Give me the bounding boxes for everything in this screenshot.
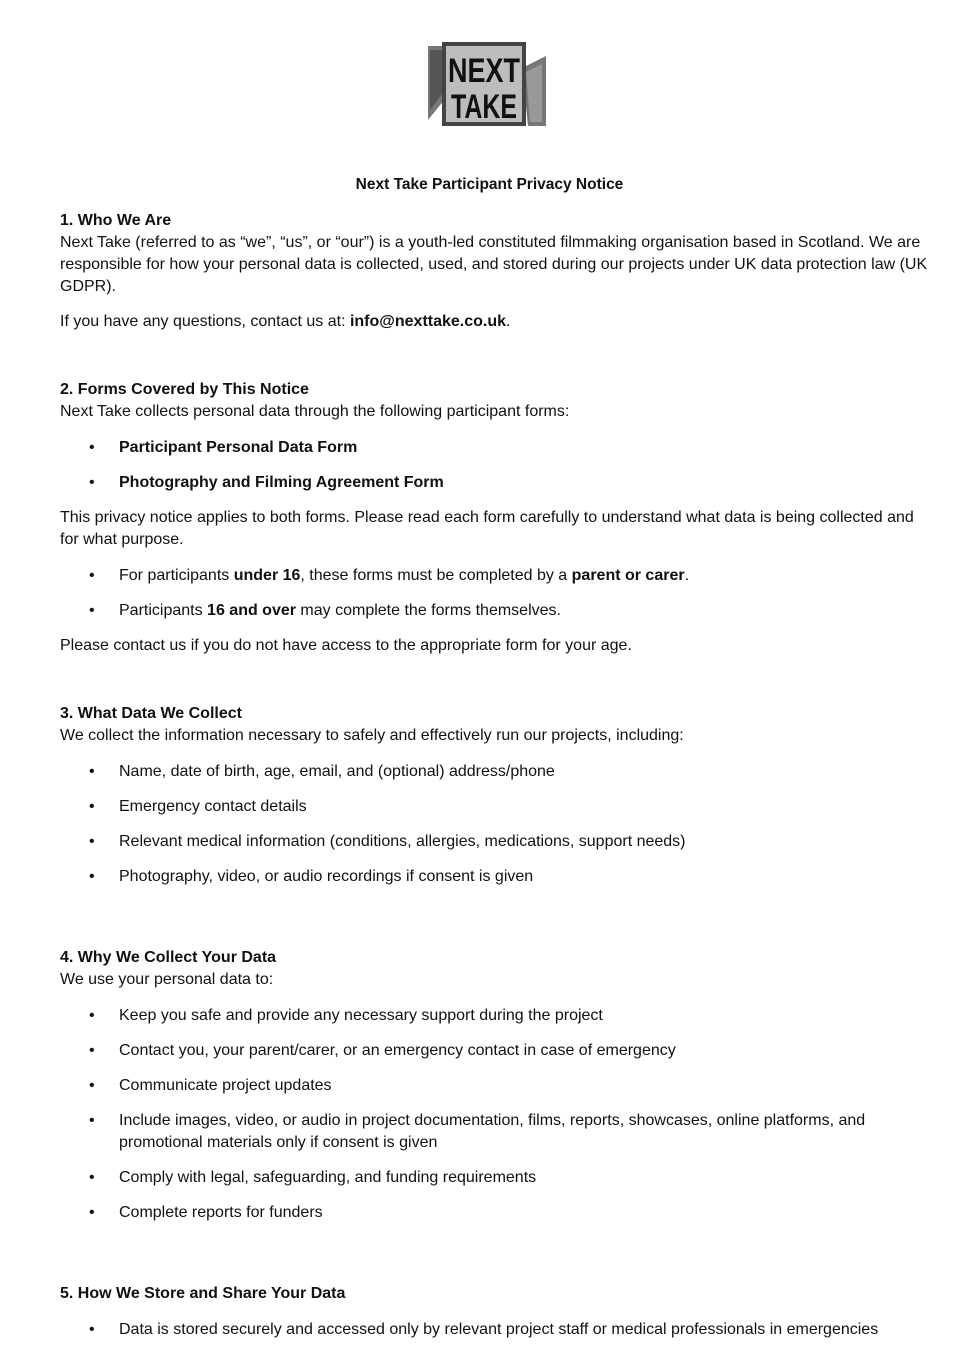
list-item: • Include images, video, or audio in project documentation, films, reports, showcases, online platforms, and promotional materials only if consent is given	[60, 1110, 930, 1154]
section-heading: 2. Forms Covered by This Notice	[60, 381, 309, 398]
text: Participants	[119, 602, 208, 619]
list-item: • Keep you safe and provide any necessary support during the project	[60, 1005, 930, 1027]
list-item	[60, 600, 930, 622]
list-item: • Contact you, your parent/carer, or an emergency contact in case of emergency	[60, 1040, 930, 1062]
section-store-share	[60, 1283, 930, 1341]
forms-list	[60, 437, 930, 494]
list-item: • Photography, video, or audio recordings if consent is given	[60, 866, 930, 888]
data-list	[60, 761, 930, 888]
paragraph: Next Take (referred to as “we”, “us”, or “our”) is a youth-led constituted filmmaking organisation based in Scotland. We are responsible for how your personal data is collected, used, and stored during our projects under UK data protection law (UK GDPR).	[60, 234, 928, 295]
logo-text-line2: TAKE	[451, 88, 517, 126]
paragraph: We collect the information necessary to safely and effectively run our projects, including:	[60, 727, 684, 744]
emphasis: 16 and over	[207, 602, 296, 619]
logo-graphic	[428, 38, 548, 128]
paragraph: This privacy notice applies to both forms. Please read each form carefully to understand what data is being collected and for what purpose.	[60, 509, 914, 548]
section-heading: 5. How We Store and Share Your Data	[60, 1285, 346, 1302]
text: , these forms must be completed by a	[300, 567, 572, 584]
purpose-list	[60, 1005, 930, 1224]
text: may complete the forms themselves.	[295, 602, 561, 619]
section-heading: 1. Who We Are	[60, 212, 172, 229]
emphasis: under 16	[233, 567, 301, 584]
logo-text-line1: NEXT	[448, 52, 521, 90]
section-forms-covered	[60, 379, 930, 657]
contact-punct: .	[506, 313, 511, 330]
list-item: • Relevant medical information (conditions, allergies, medications, support needs)	[60, 831, 930, 853]
paragraph: Please contact us if you do not have access to the appropriate form for your age.	[60, 637, 632, 654]
document-body	[60, 210, 930, 1354]
list-item: • Name, date of birth, age, email, and (optional) address/phone	[60, 761, 930, 783]
next-take-logo	[428, 38, 548, 128]
section-heading: 4. Why We Collect Your Data	[60, 949, 277, 966]
contact-paragraph	[60, 311, 930, 333]
list-item: • Communicate project updates	[60, 1075, 930, 1097]
section-heading: 3. What Data We Collect	[60, 705, 242, 722]
list-item	[60, 565, 930, 587]
emphasis: parent or carer	[571, 567, 685, 584]
contact-email-link[interactable]: info@nexttake.co.uk	[349, 313, 507, 330]
paragraph: We use your personal data to:	[60, 971, 274, 988]
list-item	[60, 472, 930, 494]
text: .	[684, 567, 690, 584]
list-item: • Data is stored securely and accessed only by relevant project staff or medical professionals in emergencies	[60, 1319, 930, 1341]
storage-list	[60, 1319, 930, 1341]
document-title: Next Take Participant Privacy Notice	[355, 176, 624, 193]
text: For participants	[119, 567, 234, 584]
list-item	[60, 437, 930, 459]
paragraph: Next Take collects personal data through the following participant forms:	[60, 403, 570, 420]
section-what-data	[60, 703, 930, 888]
form-name: Photography and Filming Agreement Form	[119, 474, 444, 491]
list-item: • Comply with legal, safeguarding, and funding requirements	[60, 1167, 930, 1189]
form-name: Participant Personal Data Form	[119, 439, 358, 456]
contact-text: If you have any questions, contact us at:	[60, 313, 350, 330]
list-item: • Complete reports for funders	[60, 1202, 930, 1224]
section-why-collect	[60, 947, 930, 1224]
age-rules-list	[60, 565, 930, 622]
list-item: • Emergency contact details	[60, 796, 930, 818]
section-who-we-are	[60, 210, 930, 333]
